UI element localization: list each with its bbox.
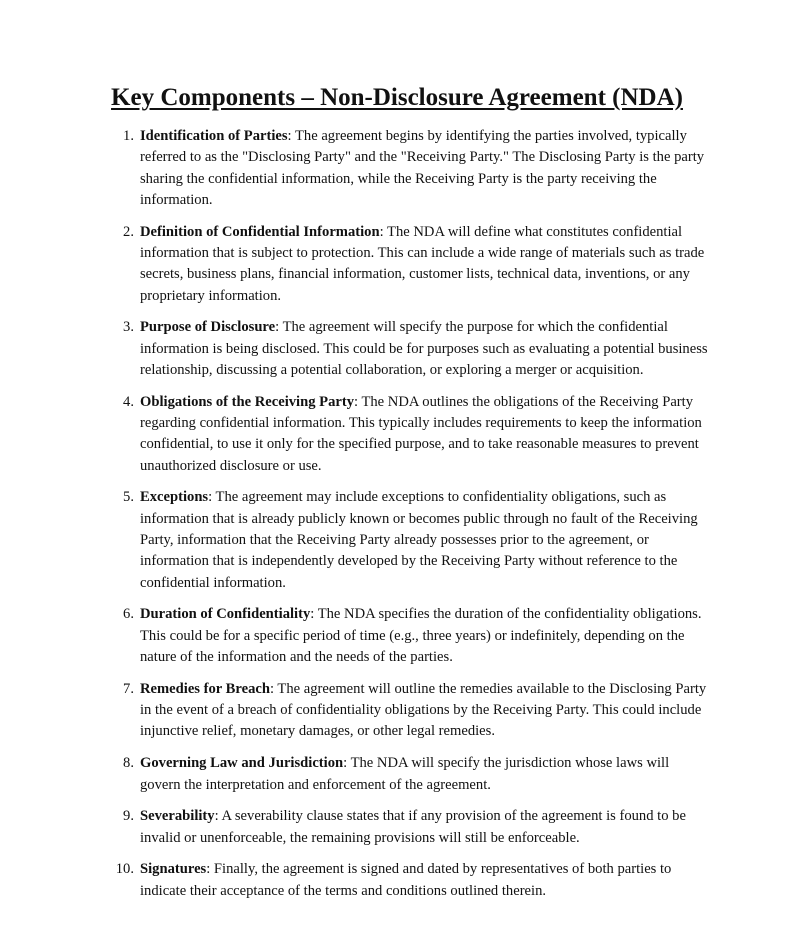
item-number: 9.: [123, 808, 134, 825]
item-body: [140, 317, 708, 381]
list-item: [104, 859, 708, 902]
item-body: [140, 753, 708, 796]
item-term: Definition of Confidential Information: [140, 223, 380, 240]
components-list: [104, 126, 708, 913]
item-number: 4.: [123, 393, 134, 410]
item-number: 3.: [123, 319, 134, 336]
item-number: 5.: [123, 489, 134, 506]
item-term: Remedies for Breach: [140, 680, 270, 697]
item-text: : The NDA will define what constitutes confidential information that is subject to protection. This can include a wide range of materials such as trade secrets, business plans, financial information, customer lists, technical data, inventions, or any proprietary information.: [140, 223, 705, 304]
item-term: Governing Law and Jurisdiction: [140, 755, 344, 772]
list-item: [104, 126, 708, 211]
item-number: 8.: [123, 755, 134, 772]
item-text: : The agreement will specify the purpose for which the confidential information is being disclosed. This could be for purposes such as evaluating a potential business relationship, discussing a potential collaboration, or exploring a merger or acquisition.: [140, 319, 708, 378]
list-item: [104, 753, 708, 796]
list-item: [104, 392, 708, 477]
item-text: : The agreement will outline the remedies available to the Disclosing Party in the event of a breach of confidentiality obligations by the Receiving Party. This could include injunctive relief, monetary damages, or other legal remedies.: [140, 680, 707, 740]
item-text: : Finally, the agreement is signed and dated by representatives of both parties to indicate their acceptance of the terms and conditions outlined therein.: [140, 861, 672, 899]
item-body: [140, 126, 708, 211]
item-term: Obligations of the Receiving Party: [140, 393, 355, 410]
item-body: [140, 222, 708, 307]
item-text: : A severability clause states that if any provision of the agreement is found to be invalid or unenforceable, the remaining provisions will still be enforceable.: [140, 808, 686, 846]
item-text: : The NDA will specify the jurisdiction whose laws will govern the interpretation and enforcement of the agreement.: [140, 755, 670, 793]
list-item: [104, 604, 708, 668]
item-term: Purpose of Disclosure: [140, 319, 276, 336]
item-text: : The NDA specifies the duration of the confidentiality obligations. This could be for a specific period of time (e.g., three years) or indefinitely, depending on the nature of the information and the needs of the parties.: [140, 606, 702, 666]
item-text: : The NDA outlines the obligations of the Receiving Party regarding confidential information. This typically includes requirements to keep the information confidential, to use it only for the specified purpose, and to take reasonable measures to prevent unauthorized disclosure or use.: [140, 393, 702, 474]
list-item: [104, 222, 708, 307]
item-term: Signatures: [140, 861, 207, 878]
item-number: 1.: [123, 128, 134, 144]
item-term: Exceptions: [140, 489, 209, 506]
list-item: [104, 487, 708, 593]
item-number: 10.: [115, 861, 134, 878]
document-title: Key Components – Non-Disclosure Agreement (NDA): [111, 84, 683, 111]
item-body: [140, 859, 708, 902]
item-term: Severability: [140, 808, 215, 825]
item-body: [140, 487, 708, 593]
item-number: 2.: [123, 223, 134, 240]
item-body: [140, 806, 708, 849]
item-body: [140, 679, 708, 743]
item-number: 6.: [123, 606, 134, 623]
item-text: : The agreement begins by identifying the parties involved, typically referred to as the "Disclosing Party" and the "Receiving Party." The Disclosing Party is the party sharing the confidential information, while the Receiving Party is the party receiving the information.: [140, 128, 705, 208]
item-text: : The agreement may include exceptions to confidentiality obligations, such as information that is already publicly known or becomes public through no fault of the Receiving Party, information that the Receiving Party already possesses prior to the agreement, or information that is independently developed by the Receiving Party without reference to the confidential information.: [140, 489, 698, 591]
item-body: [140, 392, 708, 477]
list-item: [104, 317, 708, 381]
item-number: 7.: [123, 680, 134, 697]
list-item: [104, 679, 708, 743]
item-term: Duration of Confidentiality: [140, 606, 311, 623]
item-term: Identification of Parties: [140, 128, 288, 144]
list-item: [104, 806, 708, 849]
item-body: [140, 604, 708, 668]
